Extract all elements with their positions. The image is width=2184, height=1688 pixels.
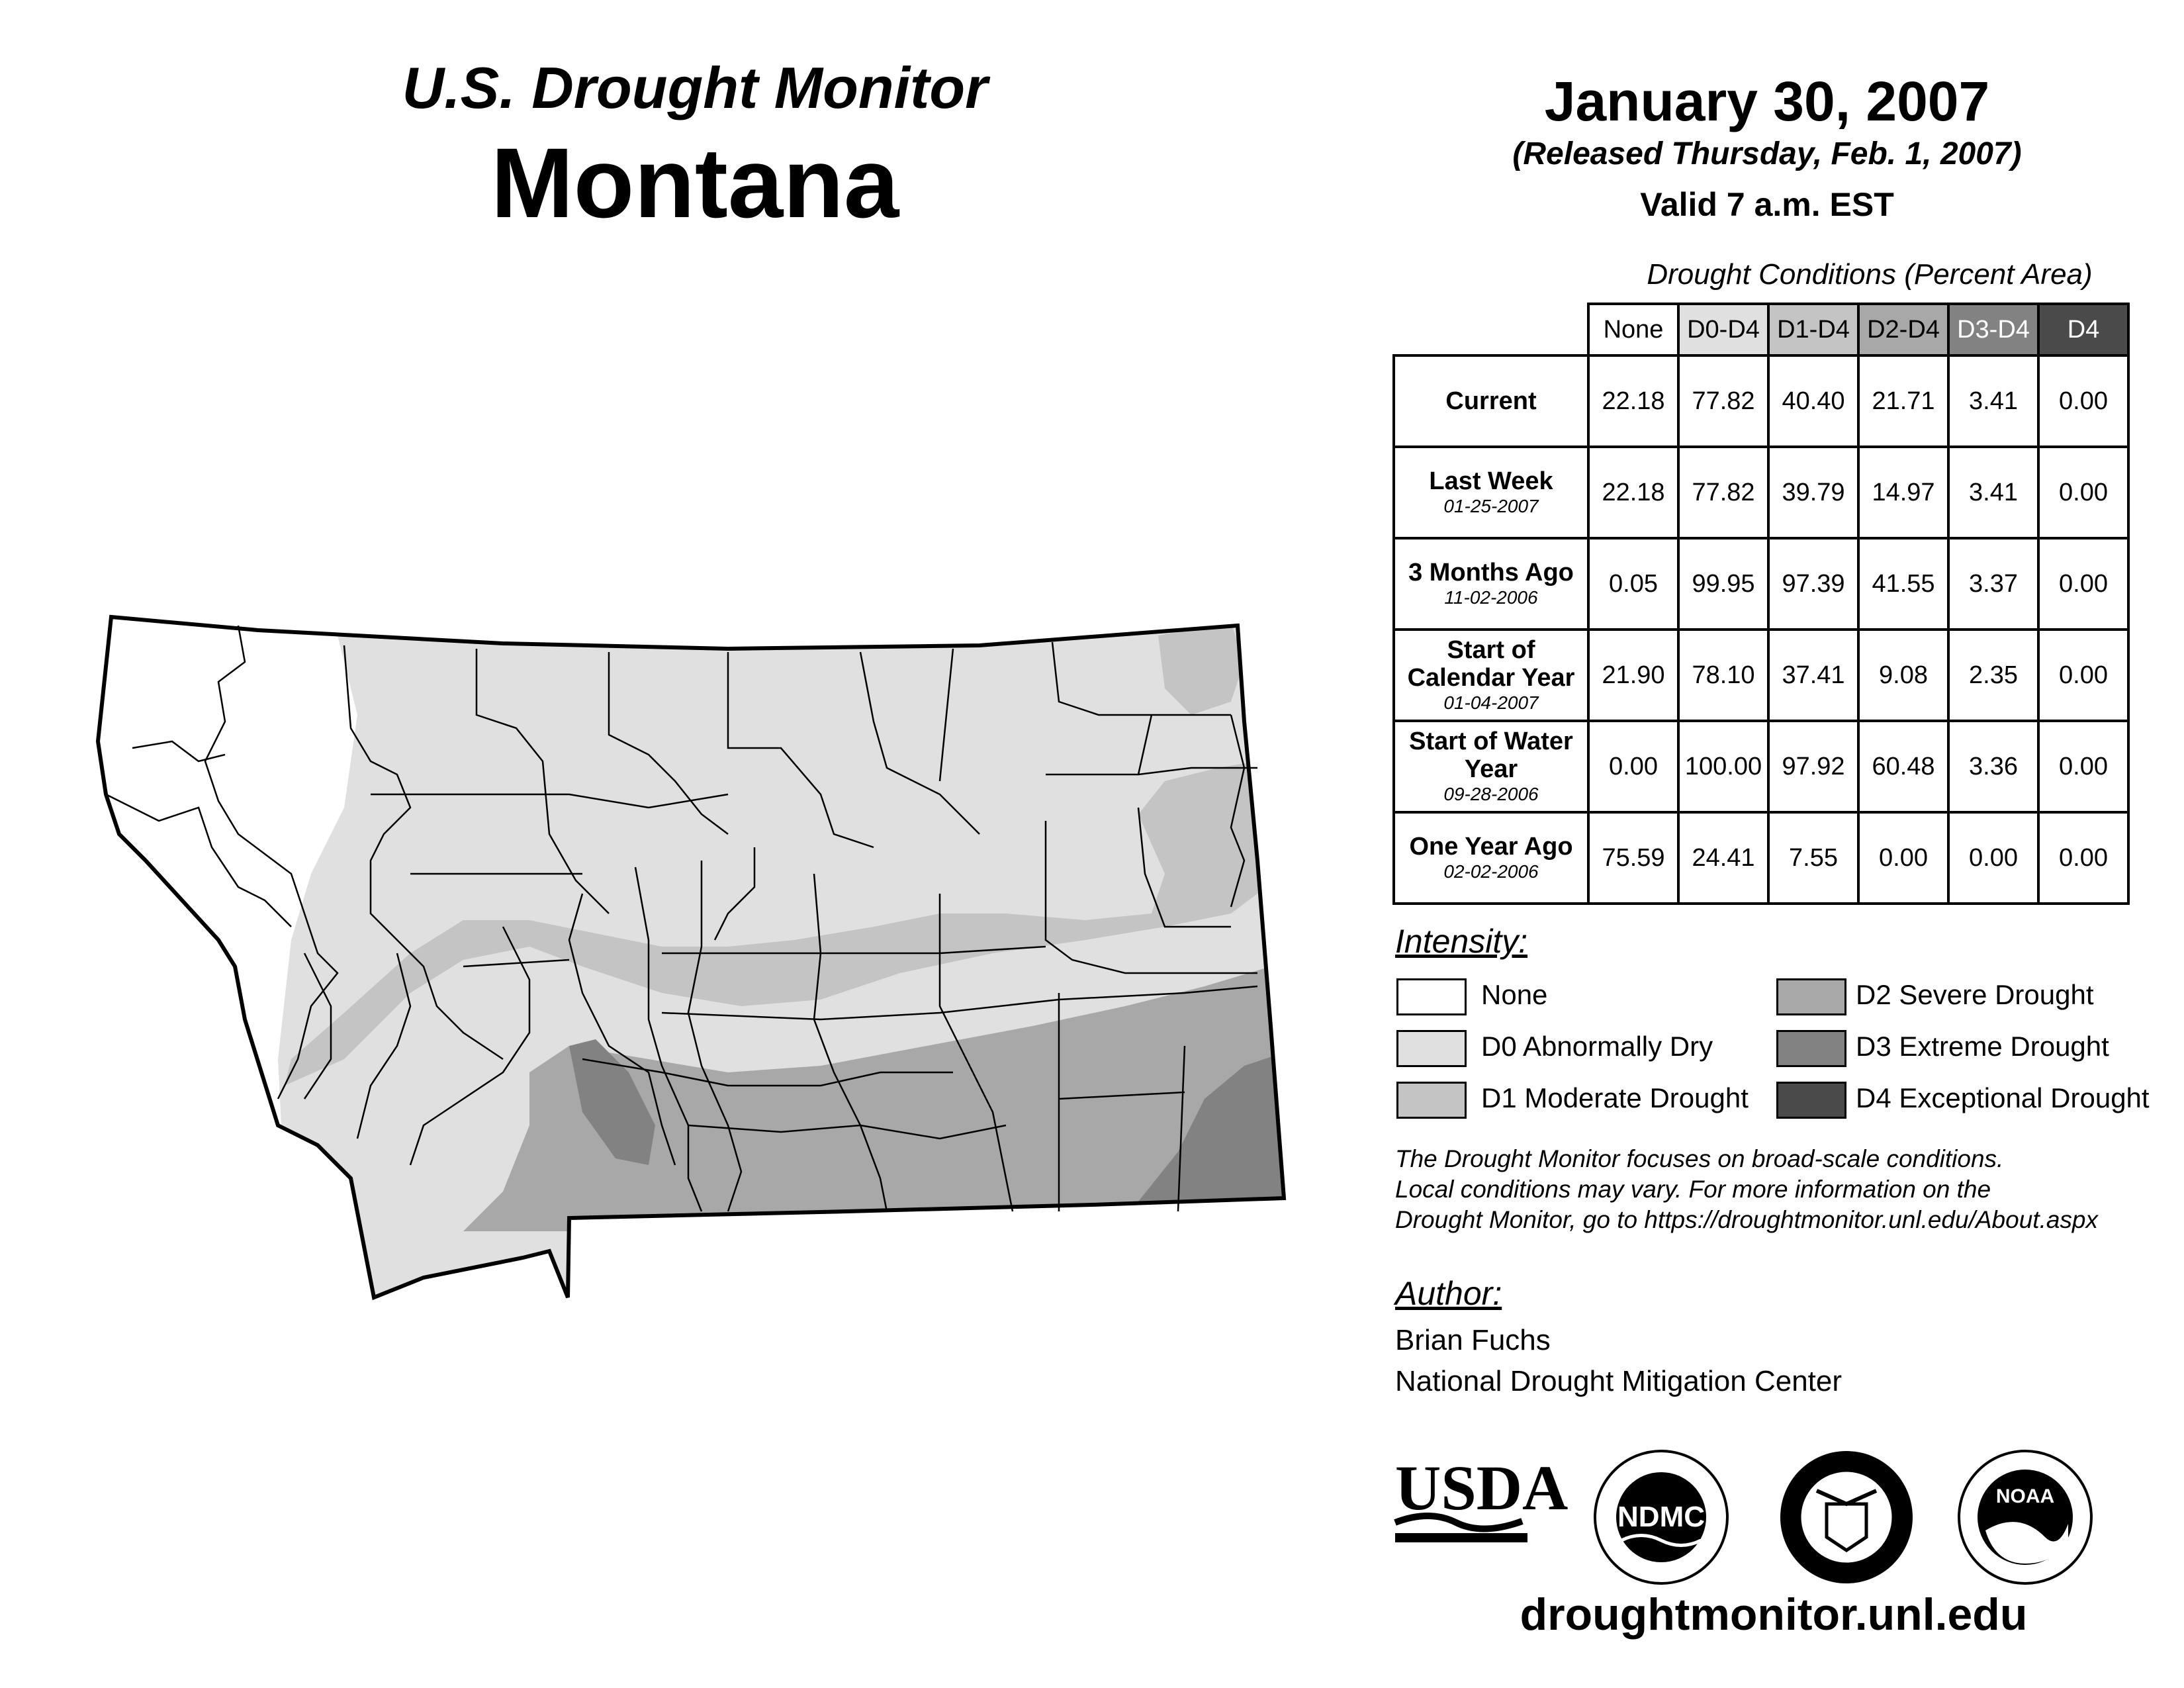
drought-stats-table: [1392, 303, 2130, 905]
table-row: [1394, 812, 2128, 904]
table-header-row: [1394, 304, 2128, 355]
disclaimer-note: [1395, 1144, 2176, 1235]
cell-value: 99.95: [1678, 538, 1768, 630]
row-label-text: Start of Calendar Year: [1407, 636, 1575, 692]
note-line: Local conditions may vary. For more information on the: [1395, 1176, 1991, 1203]
row-label: [1394, 812, 1588, 904]
map-date: January 30, 2007: [1544, 70, 1990, 132]
montana-drought-map: [0, 0, 1324, 1390]
cell-value: 0.05: [1588, 538, 1678, 630]
legend-title: Intensity:: [1395, 923, 1528, 960]
cell-value: 0.00: [2038, 630, 2128, 721]
agency-logos: [1390, 1443, 2118, 1589]
col-none: None: [1588, 304, 1678, 355]
table-title: Drought Conditions (Percent Area): [1647, 258, 2093, 291]
cell-value: 97.92: [1768, 721, 1858, 812]
valid-time: Valid 7 a.m. EST: [1640, 186, 1894, 223]
legend-label: D3 Extreme Drought: [1856, 1031, 2109, 1062]
legend-label: D1 Moderate Drought: [1481, 1082, 1749, 1113]
cell-value: 14.97: [1858, 447, 1948, 538]
col-d1-d4: D1-D4: [1768, 304, 1858, 355]
table-row: [1394, 630, 2128, 721]
author-title: Author:: [1395, 1275, 1502, 1312]
cell-value: 21.90: [1588, 630, 1678, 721]
cell-value: 39.79: [1768, 447, 1858, 538]
col-d2-d4: D2-D4: [1858, 304, 1948, 355]
state-title: Montana: [490, 127, 899, 238]
cell-value: 0.00: [2038, 721, 2128, 812]
cell-value: 0.00: [2038, 355, 2128, 447]
noaa-logo: [1959, 1451, 2091, 1583]
cell-value: 24.41: [1678, 812, 1768, 904]
col-d3-d4: D3-D4: [1948, 304, 2038, 355]
cell-value: 78.10: [1678, 630, 1768, 721]
cell-value: 22.18: [1588, 447, 1678, 538]
note-line: Drought Monitor, go to https://droughtmonitor.unl.edu/About.aspx: [1395, 1206, 2098, 1233]
cell-value: 7.55: [1768, 812, 1858, 904]
table-row: [1394, 721, 2128, 812]
row-label-text: One Year Ago: [1409, 833, 1573, 861]
release-date: (Released Thursday, Feb. 1, 2007): [1512, 136, 2022, 171]
usda-text: USDA: [1395, 1452, 1569, 1523]
cell-value: 97.39: [1768, 538, 1858, 630]
legend-swatch-d0: [1396, 1030, 1467, 1067]
row-date: 02-02-2006: [1443, 861, 1539, 882]
row-label: [1394, 355, 1588, 447]
legend-swatch-d1: [1396, 1082, 1467, 1119]
row-date: 01-04-2007: [1443, 692, 1539, 713]
legend-label: D2 Severe Drought: [1856, 979, 2094, 1010]
cell-value: 77.82: [1678, 447, 1768, 538]
legend-label: None: [1481, 979, 1548, 1010]
table-row: [1394, 538, 2128, 630]
row-label: [1394, 630, 1588, 721]
footer-url[interactable]: droughtmonitor.unl.edu: [1520, 1589, 2028, 1640]
cell-value: 0.00: [1588, 721, 1678, 812]
cell-value: 22.18: [1588, 355, 1678, 447]
col-d4: D4: [2038, 304, 2128, 355]
cell-value: 2.35: [1948, 630, 2038, 721]
doc-seal-logo: [1780, 1451, 1913, 1583]
table-row: [1394, 355, 2128, 447]
cell-value: 0.00: [1948, 812, 2038, 904]
table-corner: [1394, 304, 1588, 355]
cell-value: 3.41: [1948, 355, 2038, 447]
row-date: 01-25-2007: [1443, 496, 1539, 516]
cell-value: 0.00: [1858, 812, 1948, 904]
cell-value: 41.55: [1858, 538, 1948, 630]
cell-value: 75.59: [1588, 812, 1678, 904]
row-label-text: Last Week: [1429, 467, 1553, 495]
author-org: National Drought Mitigation Center: [1395, 1365, 1843, 1397]
cell-value: 3.36: [1948, 721, 2038, 812]
legend-label: D0 Abnormally Dry: [1481, 1031, 1713, 1062]
legend-swatch-d2: [1776, 978, 1846, 1015]
col-d0-d4: D0-D4: [1678, 304, 1768, 355]
row-label: [1394, 538, 1588, 630]
cell-value: 77.82: [1678, 355, 1768, 447]
row-date: 11-02-2006: [1444, 587, 1538, 608]
cell-value: 40.40: [1768, 355, 1858, 447]
usda-logo: [1395, 1452, 1568, 1542]
ndmc-logo: [1595, 1451, 1727, 1583]
legend-swatch-d3: [1776, 1030, 1846, 1067]
row-label-text: Start of Water Year: [1409, 727, 1573, 783]
cell-value: 0.00: [2038, 812, 2128, 904]
cell-value: 9.08: [1858, 630, 1948, 721]
row-date: 09-28-2006: [1443, 784, 1539, 804]
table-row: [1394, 447, 2128, 538]
row-label-text: Current: [1445, 387, 1537, 415]
cell-value: 0.00: [2038, 538, 2128, 630]
map-subtitle: U.S. Drought Monitor: [402, 55, 988, 120]
cell-value: 21.71: [1858, 355, 1948, 447]
row-label-text: 3 Months Ago: [1408, 559, 1574, 586]
row-label: [1394, 721, 1588, 812]
legend-label: D4 Exceptional Drought: [1856, 1082, 2150, 1113]
legend-swatch-none: [1396, 978, 1467, 1015]
row-label: [1394, 447, 1588, 538]
cell-value: 3.41: [1948, 447, 2038, 538]
cell-value: 100.00: [1678, 721, 1768, 812]
note-line: The Drought Monitor focuses on broad-scale conditions.: [1395, 1145, 2004, 1172]
cell-value: 37.41: [1768, 630, 1858, 721]
ndmc-center-text: NDMC: [1617, 1501, 1705, 1533]
cell-value: 0.00: [2038, 447, 2128, 538]
noaa-center-text: NOAA: [1995, 1485, 2055, 1507]
cell-value: 60.48: [1858, 721, 1948, 812]
cell-value: 3.37: [1948, 538, 2038, 630]
author-name: Brian Fuchs: [1395, 1324, 1551, 1356]
legend-swatch-d4: [1776, 1082, 1846, 1119]
